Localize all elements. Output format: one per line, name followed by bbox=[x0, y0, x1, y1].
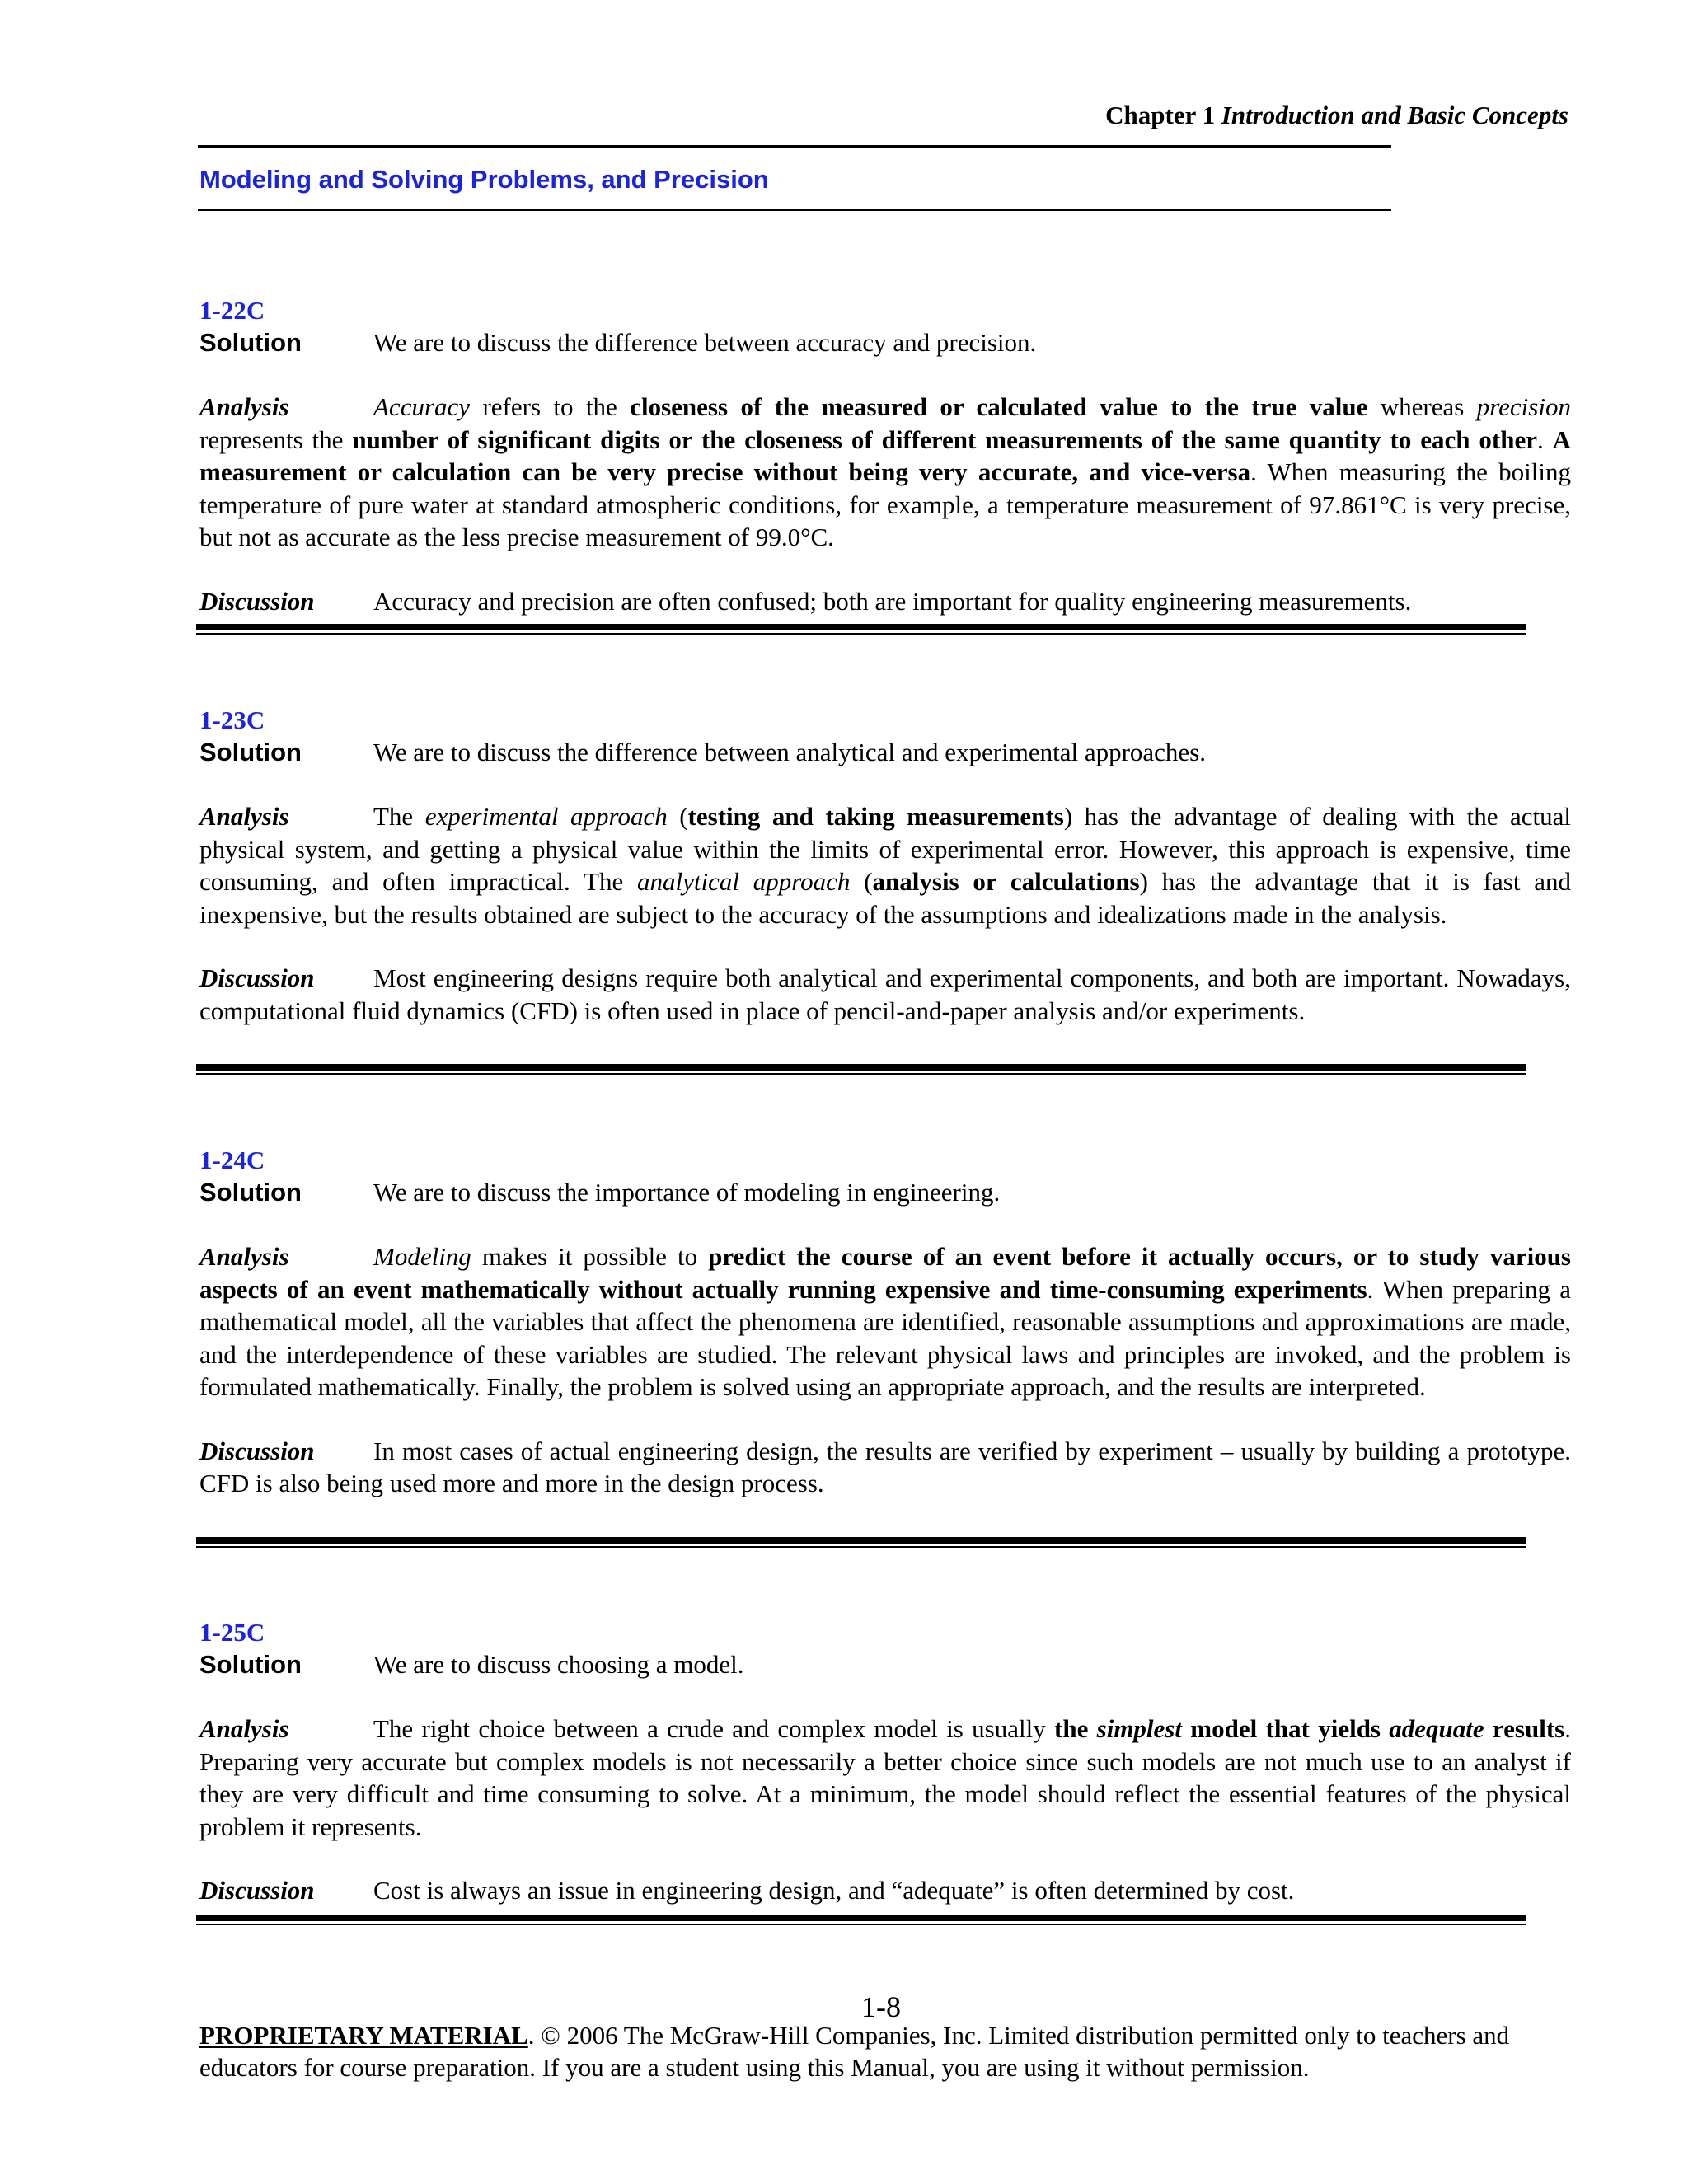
solution-label: Solution bbox=[199, 328, 302, 357]
text-run: . When preparing a mathematical model, all the variables that affect the phenomena are identified, reasonable assumptions and approximations are made, and the interdependence of these variables are studied. The relevant physical laws and principles are invoked, and the problem is formulated mathematically. Finally, the problem is solved using an appropriate approach, and the results are interpreted. bbox=[199, 1274, 1572, 1401]
footer-text: . © 2006 The McGraw-Hill Companies, Inc. Limited distribution permitted only to teachers and educators for course preparation. If you are a student using this Manual, you are using it without permission. bbox=[199, 2021, 1510, 2082]
problem-1-25c bbox=[199, 1617, 1571, 1907]
problem-number: 1-22C bbox=[199, 296, 265, 325]
problem-number: 1-25C bbox=[199, 1618, 265, 1647]
analysis-text bbox=[199, 1714, 1571, 1841]
discussion-paragraph bbox=[199, 962, 1571, 1027]
text-run: model that yields bbox=[1181, 1714, 1390, 1743]
solution-row bbox=[199, 326, 1571, 359]
running-head bbox=[1105, 101, 1568, 130]
text-run: ) has the advantage of dealing with the actual physical system, and getting a physical value within the limits of experimental error. However, this approach is expensive, time consuming, and often impractical. The bbox=[199, 802, 1572, 896]
analysis-paragraph bbox=[199, 1713, 1571, 1843]
text-run: makes it possible to bbox=[471, 1242, 709, 1271]
text-run: simplest bbox=[1096, 1714, 1182, 1743]
chapter-title: Introduction and Basic Concepts bbox=[1221, 101, 1568, 129]
solution-text: We are to discuss the difference between analytical and experimental approaches. bbox=[373, 738, 1206, 766]
text-run: Modeling bbox=[373, 1242, 471, 1271]
solution-row bbox=[199, 736, 1571, 769]
text-run: The bbox=[373, 802, 425, 831]
text-run: the bbox=[1054, 1714, 1097, 1743]
text-run: ( bbox=[667, 802, 688, 831]
text-run: . Preparing very accurate but complex models is not necessarily a better choice since such models are not much use to an analyst if they are very difficult and time consuming to solve. At a minimum, the model should reflect the essential features of the physical problem it represents. bbox=[199, 1714, 1571, 1841]
section-separator bbox=[196, 1064, 1526, 1075]
problem-number: 1-24C bbox=[199, 1146, 265, 1174]
discussion-paragraph bbox=[199, 1435, 1571, 1500]
text-run: The right choice between a crude and complex model is usually bbox=[373, 1714, 1055, 1743]
header-rule-bottom bbox=[198, 209, 1391, 211]
discussion-paragraph bbox=[199, 1874, 1571, 1907]
text-run: . When measuring the boiling temperature of pure water at standard atmospheric conditions, for example, a temperature measurement of 97.861°C is very precise, but not as accurate as the less precise measurement of 99.0°C. bbox=[199, 457, 1571, 551]
solution-text: We are to discuss the difference between accuracy and precision. bbox=[373, 328, 1037, 357]
solution-label: Solution bbox=[199, 1178, 302, 1207]
text-run: experimental approach bbox=[424, 802, 668, 831]
discussion-text: In most cases of actual engineering design, the results are verified by experiment – usually by building a prototype. CFD is also being used more and more in the design process. bbox=[199, 1436, 1571, 1497]
discussion-paragraph bbox=[199, 585, 1571, 618]
text-run: number of significant digits or the closeness of different measurements of the same quantity to each other bbox=[352, 424, 1537, 454]
chapter-label: Chapter 1 bbox=[1105, 101, 1216, 129]
section-title: Modeling and Solving Problems, and Precision bbox=[199, 165, 769, 194]
text-run: ) has the advantage that it is fast and inexpensive, but the results obtained are subject to the accuracy of the assumptions and idealizations made in the analysis. bbox=[199, 867, 1571, 929]
text-run: ( bbox=[850, 867, 873, 896]
analysis-label: Analysis bbox=[199, 1714, 289, 1743]
solution-text: We are to discuss the importance of modeling in engineering. bbox=[373, 1178, 1001, 1207]
text-run: adequate bbox=[1389, 1714, 1484, 1743]
section-separator bbox=[196, 624, 1526, 635]
header-rule-top bbox=[198, 145, 1391, 148]
text-run: . bbox=[1536, 424, 1553, 454]
footer-notice bbox=[199, 2019, 1601, 2083]
text-run: testing and taking measurements bbox=[687, 802, 1064, 831]
solution-text: We are to discuss choosing a model. bbox=[373, 1650, 744, 1679]
analysis-paragraph bbox=[199, 800, 1571, 930]
problem-1-22c bbox=[199, 295, 1571, 617]
analysis-text bbox=[199, 1242, 1571, 1401]
section-separator bbox=[196, 1537, 1526, 1548]
problem-1-23c bbox=[199, 705, 1571, 1027]
solution-row bbox=[199, 1176, 1571, 1209]
text-run: analysis or calculations bbox=[872, 867, 1140, 896]
text-run: results bbox=[1484, 1714, 1565, 1743]
discussion-label: Discussion bbox=[199, 1876, 315, 1905]
text-run: Accuracy bbox=[373, 392, 471, 421]
text-run: A measurement or calculation can be very precise without being very accurate, and vice-versa bbox=[199, 424, 1571, 486]
text-run: whereas bbox=[1367, 392, 1477, 421]
proprietary-label: PROPRIETARY MATERIAL bbox=[199, 2021, 528, 2050]
discussion-text: Accuracy and precision are often confused; both are important for quality engineering measurements. bbox=[373, 586, 1412, 616]
text-run: refers to the bbox=[470, 392, 631, 421]
solution-label: Solution bbox=[199, 738, 302, 766]
analysis-label: Analysis bbox=[199, 1242, 289, 1271]
text-run: predict the course of an event before it actually occurs, or to study various aspects of an event mathematically without actually running expensive and time-consuming experiments bbox=[199, 1242, 1571, 1304]
discussion-label: Discussion bbox=[199, 963, 315, 992]
analysis-text bbox=[199, 802, 1571, 929]
discussion-label: Discussion bbox=[199, 586, 315, 616]
discussion-label: Discussion bbox=[199, 1436, 315, 1465]
text-run: closeness of the measured or calculated value to the true value bbox=[630, 392, 1368, 421]
analysis-text bbox=[199, 392, 1571, 551]
problem-number: 1-23C bbox=[199, 705, 265, 734]
discussion-text: Most engineering designs require both analytical and experimental components, and both are important. Nowadays, computational fluid dynamics (CFD) is often used in place of pencil-and-paper analysis and/or experiments. bbox=[199, 963, 1571, 1025]
analysis-paragraph bbox=[199, 1240, 1571, 1404]
problem-1-24c bbox=[199, 1145, 1571, 1500]
discussion-text: Cost is always an issue in engineering design, and “adequate” is often determined by cost. bbox=[373, 1876, 1295, 1905]
text-run: represents the bbox=[199, 424, 353, 454]
text-run: precision bbox=[1476, 392, 1571, 421]
text-run: analytical approach bbox=[636, 867, 851, 896]
solution-label: Solution bbox=[199, 1650, 302, 1679]
analysis-paragraph bbox=[199, 391, 1571, 554]
section-separator bbox=[196, 1915, 1526, 1925]
analysis-label: Analysis bbox=[199, 392, 289, 421]
solution-row bbox=[199, 1648, 1571, 1681]
page-number: 1-8 bbox=[861, 1990, 901, 2023]
analysis-label: Analysis bbox=[199, 802, 289, 831]
